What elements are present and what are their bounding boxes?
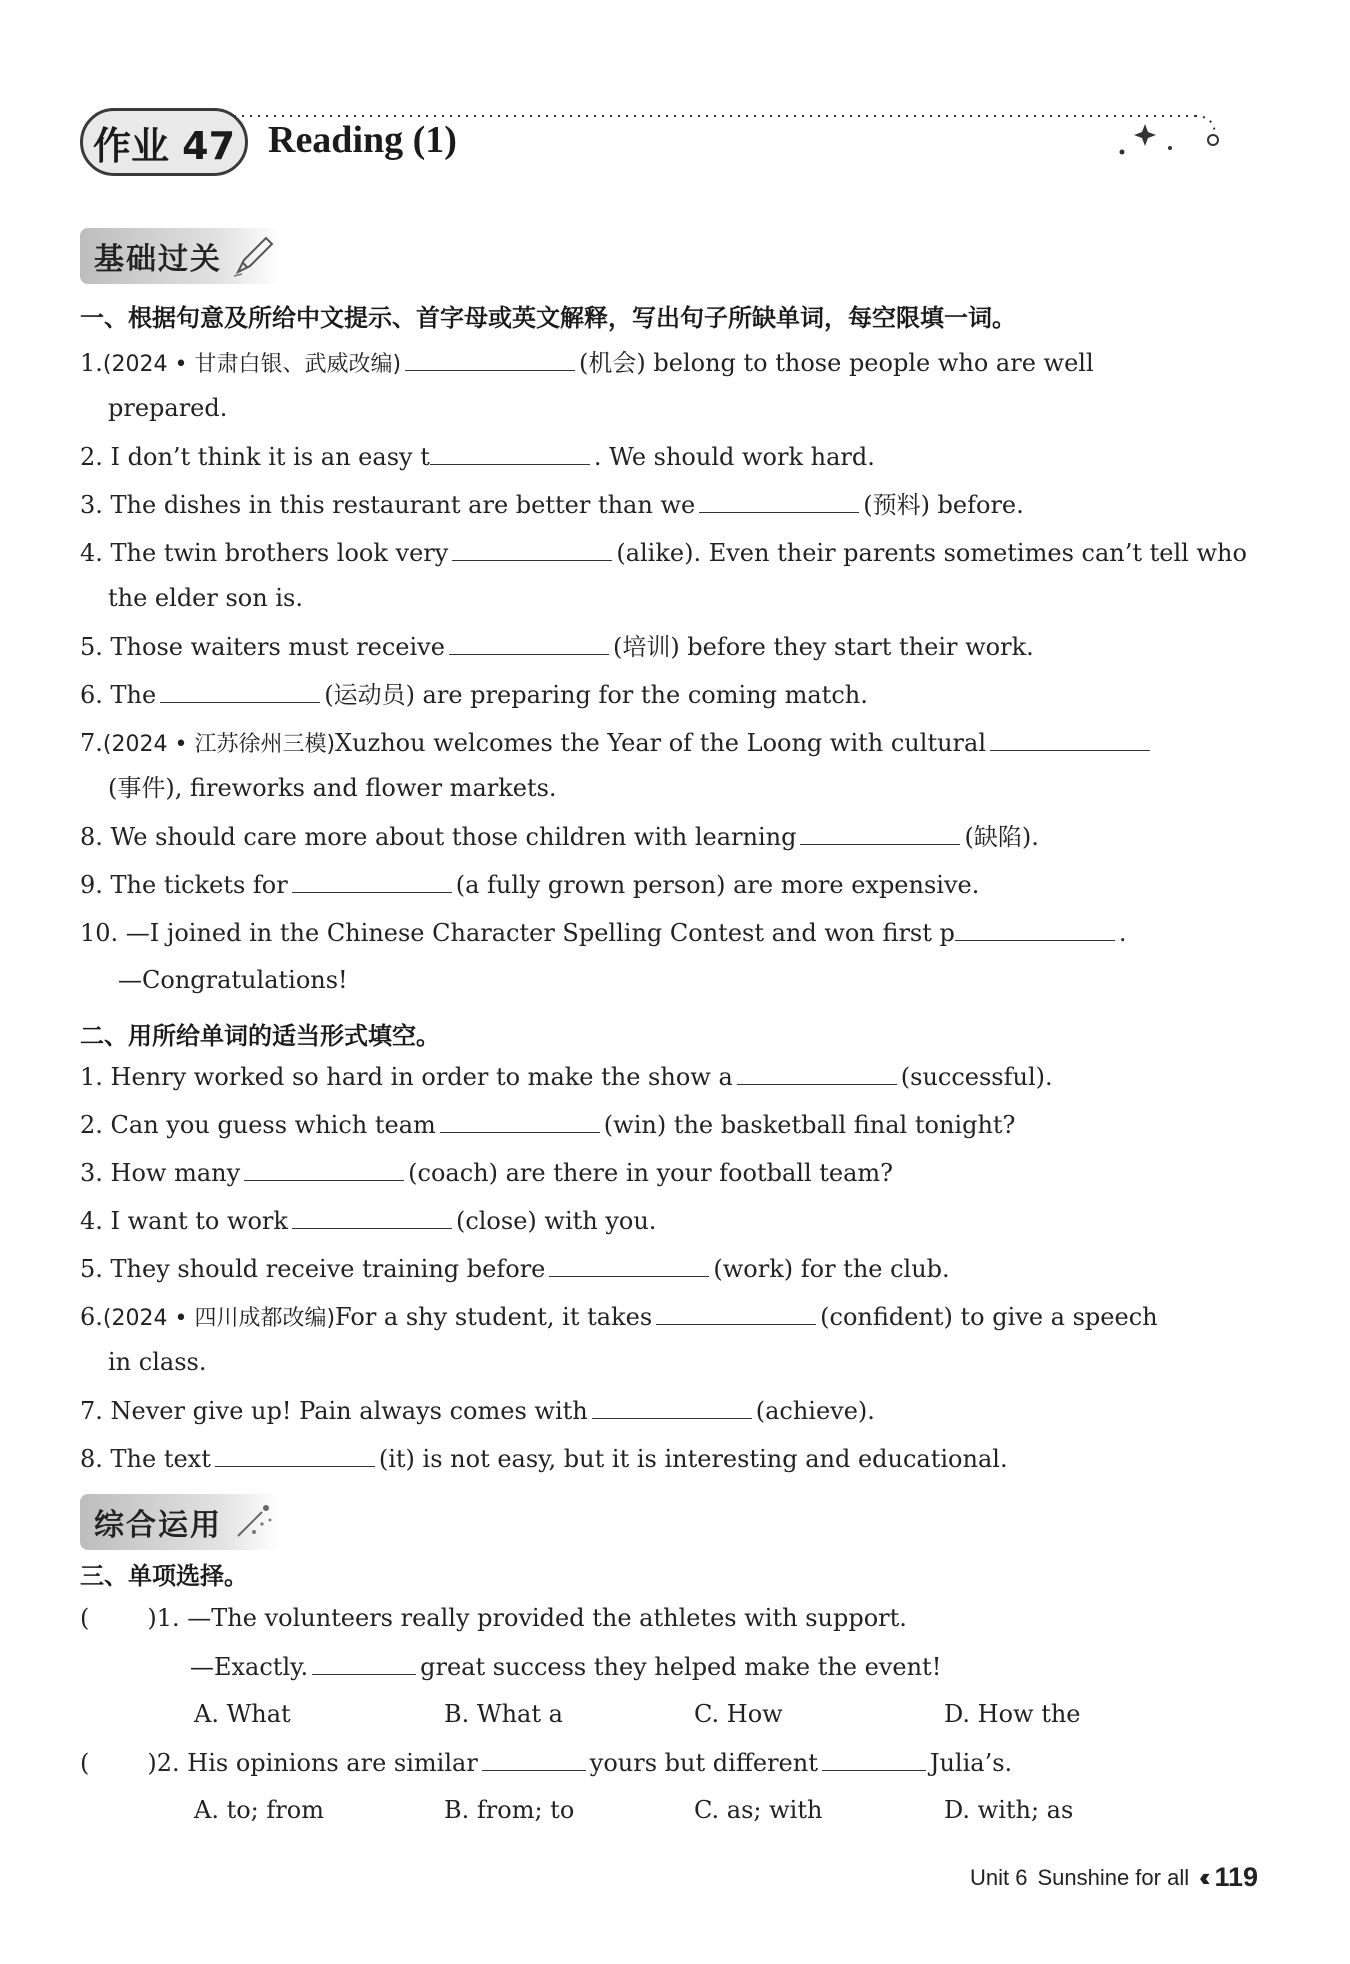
mc-question-2: ( )2. His opinions are similar yours but different Julia’s.	[80, 1742, 1012, 1783]
section3-instructions: 三、单项选择。	[80, 1562, 248, 1590]
s2-question-1: 1. Henry worked so hard in order to make the show a (successful).	[80, 1056, 1230, 1097]
s1-question-10-reply: —Congratulations!	[118, 966, 348, 994]
page-footer	[970, 1862, 1258, 1893]
section-banner-basic	[80, 228, 280, 284]
answer-blank[interactable]	[955, 912, 1115, 941]
answer-blank[interactable]	[699, 484, 859, 513]
s1-question-10: 10. —I joined in the Chinese Character Spelling Contest and won first p .	[80, 912, 1230, 953]
double-chevron-left-icon: ‹‹	[1199, 1862, 1205, 1892]
section1-instructions: 一、根据句意及所给中文提示、首字母或英文解释，写出句子所缺单词，每空限填一词。	[80, 304, 1016, 332]
mc-option-a[interactable]: A. What	[194, 1700, 291, 1728]
unit-label: Unit 6	[969, 1864, 1028, 1890]
mc-option-c[interactable]: C. How	[694, 1700, 783, 1728]
section-banner-comprehensive	[80, 1494, 280, 1550]
page-number: 119	[1214, 1862, 1258, 1892]
mc-option-d[interactable]: D. How the	[944, 1700, 1081, 1728]
s2-question-6: 6.(2024 • 四川成都改编)For a shy student, it takes (confident) to give a speech	[80, 1296, 1230, 1339]
answer-paren-open[interactable]: (	[80, 1749, 90, 1777]
section2-instructions: 二、用所给单词的适当形式填空。	[80, 1022, 440, 1050]
answer-blank[interactable]	[292, 1200, 452, 1229]
s2-question-4: 4. I want to work (close) with you.	[80, 1200, 1230, 1241]
s1-question-7: 7.(2024 • 江苏徐州三模)Xuzhou welcomes the Year of the Loong with cultural	[80, 722, 1230, 765]
s1-question-2: 2. I don’t think it is an easy t . We should work hard.	[80, 436, 1230, 477]
s2-question-2: 2. Can you guess which team (win) the basketball final tonight?	[80, 1104, 1230, 1145]
answer-blank[interactable]	[990, 722, 1150, 751]
s1-question-3: 3. The dishes in this restaurant are better than we (预料) before.	[80, 484, 1230, 525]
section-banner-label: 综合运用	[94, 1508, 222, 1543]
s2-question-3: 3. How many (coach) are there in your football team?	[80, 1152, 1230, 1193]
s1-question-1: 1.(2024 • 甘肃白银、武威改编) (机会) belong to those people who are well	[80, 342, 1230, 385]
answer-blank[interactable]	[482, 1742, 586, 1771]
answer-blank[interactable]	[822, 1742, 926, 1771]
unit-title: Sunshine for all	[1037, 1864, 1190, 1890]
sparkle-icon	[232, 1498, 276, 1544]
answer-blank[interactable]	[405, 342, 575, 371]
answer-blank[interactable]	[312, 1646, 416, 1675]
answer-blank[interactable]	[592, 1390, 752, 1419]
answer-blank[interactable]	[292, 864, 452, 893]
s2-question-6-cont: in class.	[108, 1348, 207, 1376]
mc-option-b[interactable]: B. from; to	[444, 1796, 575, 1824]
pencil-icon	[232, 232, 276, 278]
s1-question-6: 6. The (运动员) are preparing for the coming match.	[80, 674, 1230, 715]
s1-question-1-cont: prepared.	[108, 394, 228, 422]
s2-question-5: 5. They should receive training before (work) for the club.	[80, 1248, 1230, 1289]
s1-question-5: 5. Those waiters must receive (培训) before they start their work.	[80, 626, 1230, 667]
answer-blank[interactable]	[215, 1438, 375, 1467]
answer-blank[interactable]	[430, 436, 590, 465]
mc-option-b[interactable]: B. What a	[444, 1700, 563, 1728]
section-banner-label: 基础过关	[94, 242, 222, 277]
mc-option-a[interactable]: A. to; from	[194, 1796, 324, 1824]
answer-blank[interactable]	[244, 1152, 404, 1181]
answer-blank[interactable]	[800, 816, 960, 845]
source-tag: (2024 • 甘肃白银、武威改编)	[102, 352, 402, 377]
answer-blank[interactable]	[449, 626, 609, 655]
answer-blank[interactable]	[737, 1056, 897, 1085]
s1-question-4-cont: the elder son is.	[108, 584, 303, 612]
s1-question-8: 8. We should care more about those children with learning (缺陷).	[80, 816, 1230, 857]
s1-question-9: 9. The tickets for (a fully grown person) are more expensive.	[80, 864, 1230, 905]
s1-question-4: 4. The twin brothers look very (alike). Even their parents sometimes can’t tell who	[80, 532, 1230, 573]
s2-question-8: 8. The text (it) is not easy, but it is interesting and educational.	[80, 1438, 1230, 1479]
answer-blank[interactable]	[160, 674, 320, 703]
answer-blank[interactable]	[549, 1248, 709, 1277]
mc-option-d[interactable]: D. with; as	[944, 1796, 1074, 1824]
answer-blank[interactable]	[656, 1296, 816, 1325]
source-tag: (2024 • 四川成都改编)	[102, 1306, 336, 1331]
answer-paren-open[interactable]: (	[80, 1604, 90, 1632]
homework-badge: 作业 47	[80, 108, 248, 176]
mc-option-c[interactable]: C. as; with	[694, 1796, 823, 1824]
mc-question-1: ( )1. —The volunteers really provided the athletes with support.	[80, 1604, 907, 1632]
s2-question-7: 7. Never give up! Pain always comes with (achieve).	[80, 1390, 1230, 1431]
source-tag: (2024 • 江苏徐州三模)	[102, 732, 336, 757]
s1-question-7-cont: (事件), fireworks and flower markets.	[108, 774, 557, 802]
page-title: Reading (1)	[268, 119, 457, 161]
mc-question-1-reply: —Exactly. great success they helped make the event!	[190, 1646, 1340, 1687]
answer-blank[interactable]	[440, 1104, 600, 1133]
answer-blank[interactable]	[452, 532, 612, 561]
